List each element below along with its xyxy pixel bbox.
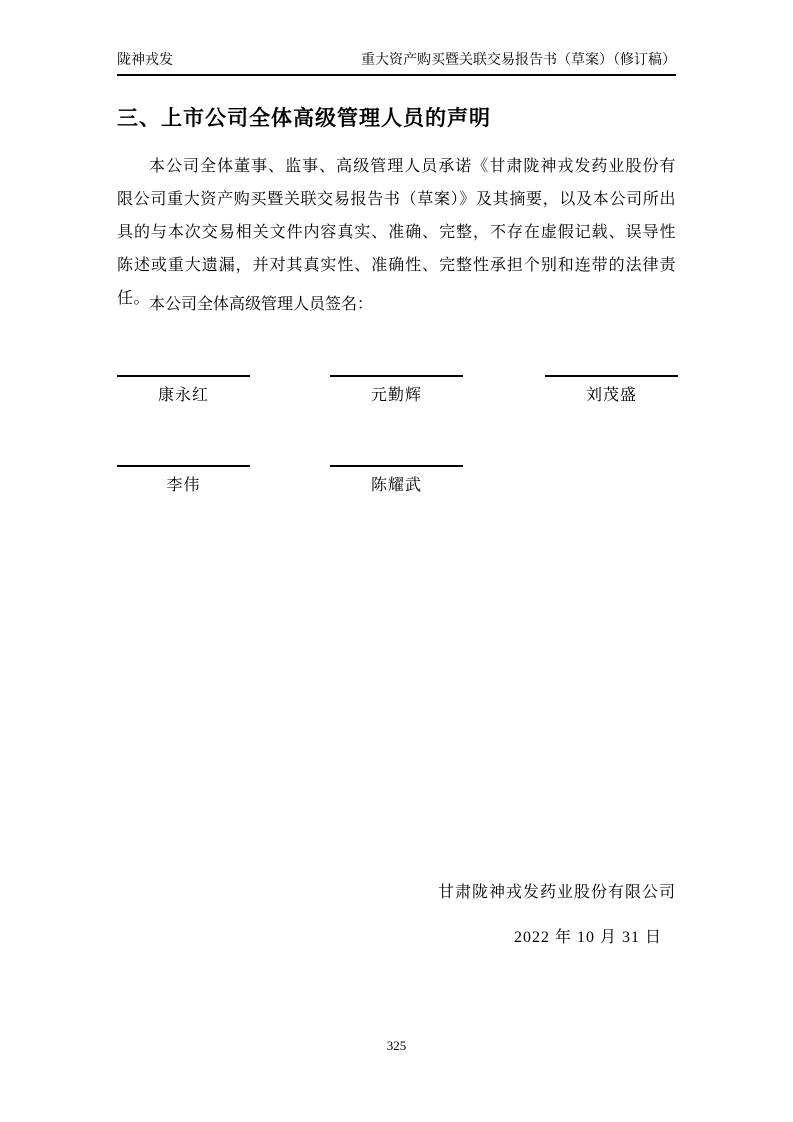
footer-company-name: 甘肃陇神戎发药业股份有限公司 <box>437 884 676 901</box>
signature-block <box>330 375 463 405</box>
signature-block <box>330 465 463 495</box>
signature-name: 李伟 <box>166 477 201 494</box>
signature-name: 陈耀武 <box>370 477 422 494</box>
footer-date: 2022 年 10 月 31 日 <box>513 929 662 946</box>
signature-name: 康永红 <box>157 387 209 404</box>
page-number: 325 <box>386 1038 407 1053</box>
signature-name: 元勤辉 <box>370 387 422 404</box>
signature-block <box>117 375 250 405</box>
signature-area <box>117 0 676 1122</box>
declaration-paragraph: 本公司全体董事、监事、高级管理人员承诺《甘肃陇神戎发药业股份有限公司重大资产购买暨关联交易报告书（草案）》及其摘要，以及本公司所出具的与本次交易相关文件内容真实、准确、完整，不存在虚假记载、误导性陈述或重大遗漏，并对其真实性、准确性、完整性承担个别和连带的法律责任。 <box>117 158 676 307</box>
header-report-title: 重大资产购买暨关联交易报告书（草案）（修订稿） <box>361 53 676 68</box>
signature-intro: 本公司全体高级管理人员签名： <box>149 296 374 313</box>
signature-name: 刘茂盛 <box>585 387 637 404</box>
header-company-short: 陇神戎发 <box>117 53 173 68</box>
signature-block <box>117 465 250 495</box>
signature-block <box>545 375 678 405</box>
section-title: 三、上市公司全体高级管理人员的声明 <box>117 107 491 130</box>
